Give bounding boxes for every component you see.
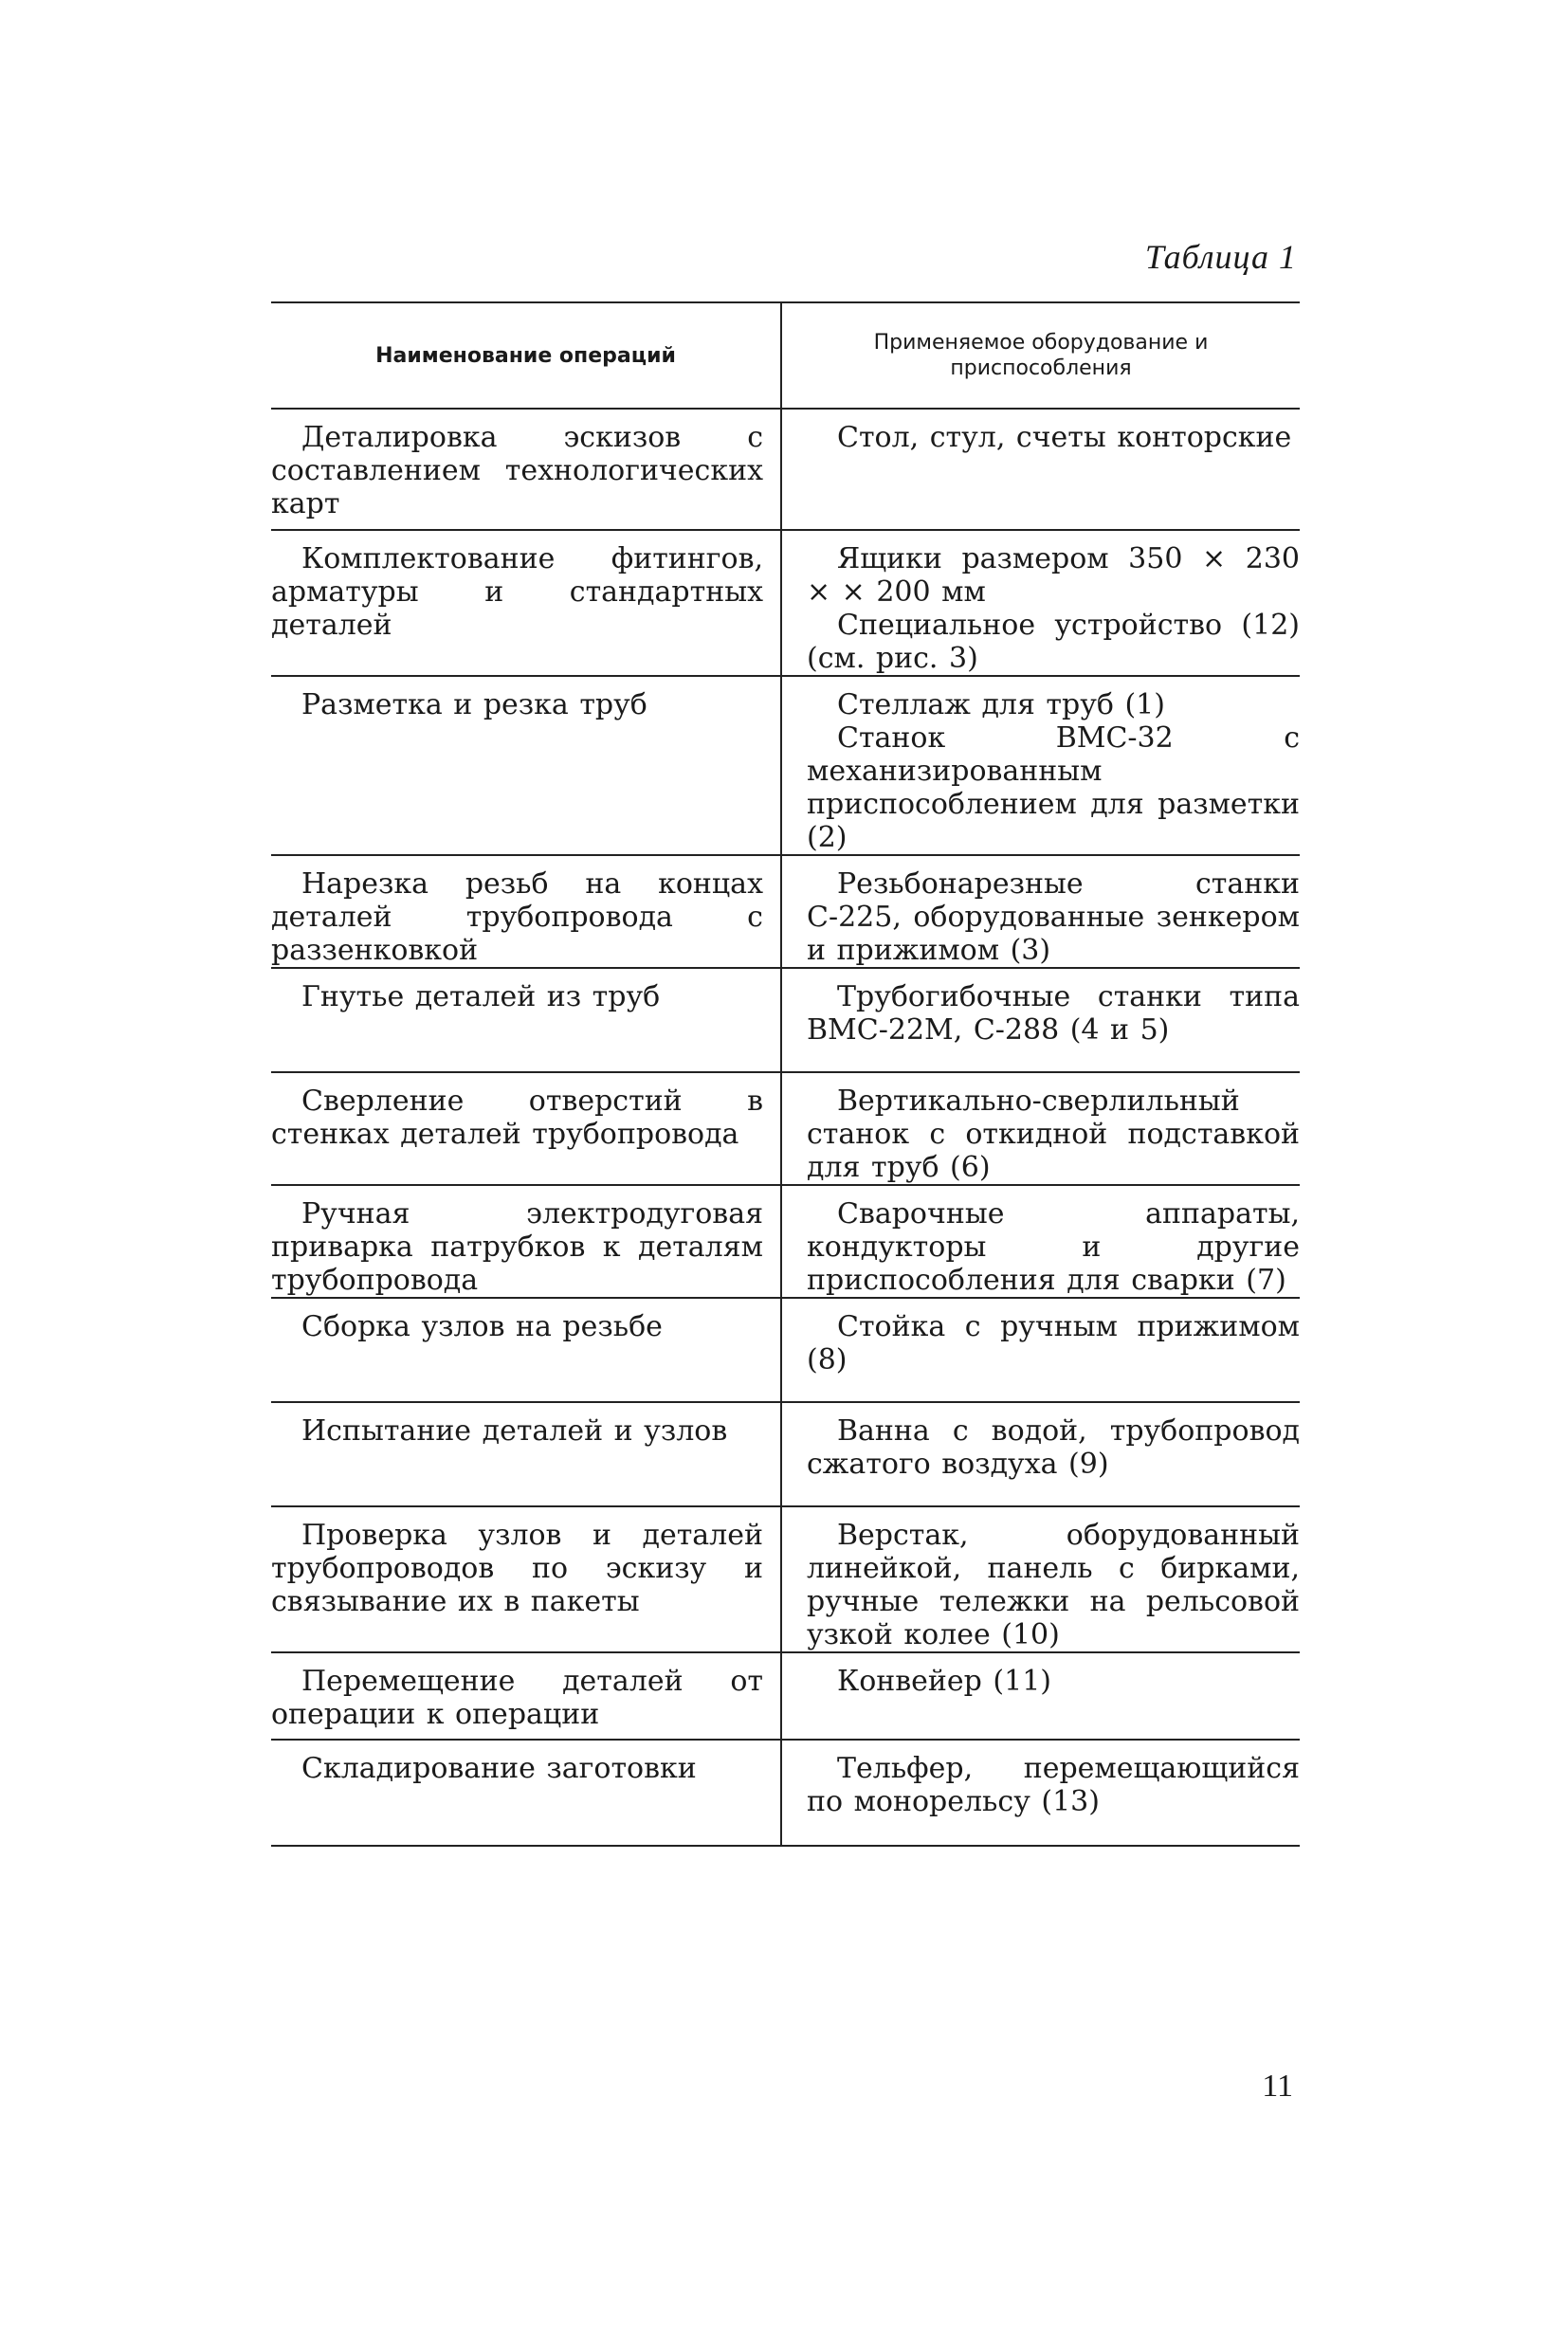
equipment-line: Верстак, оборудованный линейкой, панель с бирками, ручные тележки на рельсовой узкой колее (10): [807, 1519, 1300, 1651]
operation-name: Комплектование фитингов, арматуры и стандартных деталей: [271, 542, 763, 642]
operation-cell: [271, 855, 781, 968]
equipment-line: Резьбонарезные станки С-225, оборудованные зенкером и прижимом (3): [807, 867, 1300, 967]
operation-name: Сборка узлов на резьбе: [301, 1310, 663, 1343]
table-row: [271, 855, 1300, 968]
table-row: [271, 1298, 1300, 1402]
equipment-cell: [781, 968, 1300, 1072]
operation-cell: [271, 409, 781, 530]
equipment-cell: [781, 855, 1300, 968]
operation-name: Ручная электродуговая приварка патрубков к деталям трубопровода: [271, 1197, 763, 1297]
equipment-cell: [781, 1402, 1300, 1506]
table-row: [271, 1740, 1300, 1846]
page-number: 11: [1262, 2069, 1293, 2104]
operation-name: Испытание деталей и узлов: [301, 1414, 728, 1448]
equipment-cell: [781, 1652, 1300, 1740]
table-body: [271, 409, 1300, 1846]
operation-cell: [271, 1402, 781, 1506]
operation-cell: [271, 530, 781, 676]
operation-cell: [271, 1298, 781, 1402]
equipment-line: Стеллаж для труб (1): [837, 688, 1165, 721]
equipment-line: Сварочные аппараты, кондукторы и другие приспособления для сварки (7): [807, 1197, 1300, 1297]
equipment-cell: [781, 1506, 1300, 1652]
equipment-line: Станок ВМС-32 с механизированным приспособлением для разметки (2): [807, 721, 1300, 854]
operation-cell: [271, 1072, 781, 1185]
header-equipment: [781, 302, 1300, 409]
table-row: [271, 1185, 1300, 1298]
equipment-line: Стол, стул, счеты конторские: [837, 421, 1292, 454]
table-row: [271, 1072, 1300, 1185]
operation-cell: [271, 1185, 781, 1298]
equipment-line: Трубогибочные станки типа ВМС-22М, С-288 (4 и 5): [807, 980, 1300, 1047]
operation-name: Нарезка резьб на концах деталей трубопровода с раззенковкой: [271, 867, 763, 967]
table-row: [271, 1652, 1300, 1740]
equipment-line: Ящики размером 350 × 230 × × 200 мм: [807, 542, 1300, 609]
table-caption: Таблица 1: [1144, 238, 1297, 276]
equipment-cell: [781, 1072, 1300, 1185]
table-row: [271, 676, 1300, 855]
equipment-cell: [781, 1740, 1300, 1846]
operation-name: Разметка и резка труб: [301, 688, 647, 721]
equipment-cell: [781, 676, 1300, 855]
equipment-cell: [781, 409, 1300, 530]
operation-name: Гнутье деталей из труб: [301, 980, 661, 1013]
table-row: [271, 1402, 1300, 1506]
operations-table: [271, 301, 1300, 1847]
equipment-line: Тельфер, перемещающийся по монорельсу (13): [807, 1752, 1300, 1818]
operation-cell: [271, 968, 781, 1072]
operation-cell: [271, 1652, 781, 1740]
equipment-line: Специальное устройство (12) (см. рис. 3): [807, 609, 1300, 675]
operation-name: Перемещение деталей от операции к операции: [271, 1665, 763, 1731]
operation-name: Складирование заготовки: [301, 1752, 697, 1785]
operation-name: Сверление отверстий в стенках деталей трубопровода: [271, 1085, 763, 1151]
operation-cell: [271, 676, 781, 855]
table-row: [271, 409, 1300, 530]
table-row: [271, 530, 1300, 676]
equipment-cell: [781, 1298, 1300, 1402]
equipment-cell: [781, 1185, 1300, 1298]
equipment-line: Конвейер (11): [837, 1665, 1051, 1698]
operation-cell: [271, 1740, 781, 1846]
equipment-line: Вертикально-сверлильный станок с откидной подставкой для труб (6): [807, 1085, 1300, 1184]
table-header-row: [271, 302, 1300, 409]
equipment-line: Стойка с ручным прижимом (8): [807, 1310, 1300, 1377]
table-row: [271, 1506, 1300, 1652]
equipment-cell: [781, 530, 1300, 676]
operation-name: Проверка узлов и деталей трубопроводов по эскизу и связывание их в пакеты: [271, 1519, 763, 1618]
operation-name: Деталировка эскизов с составлением технологических карт: [271, 421, 763, 520]
equipment-line: Ванна с водой, трубопровод сжатого воздуха (9): [807, 1414, 1300, 1481]
header-equipment-label: Применяемое оборудование и приспособления: [873, 331, 1209, 380]
table-row: [271, 968, 1300, 1072]
header-operation-label: Наименование операций: [375, 343, 676, 368]
operation-cell: [271, 1506, 781, 1652]
header-operation: [271, 302, 781, 409]
